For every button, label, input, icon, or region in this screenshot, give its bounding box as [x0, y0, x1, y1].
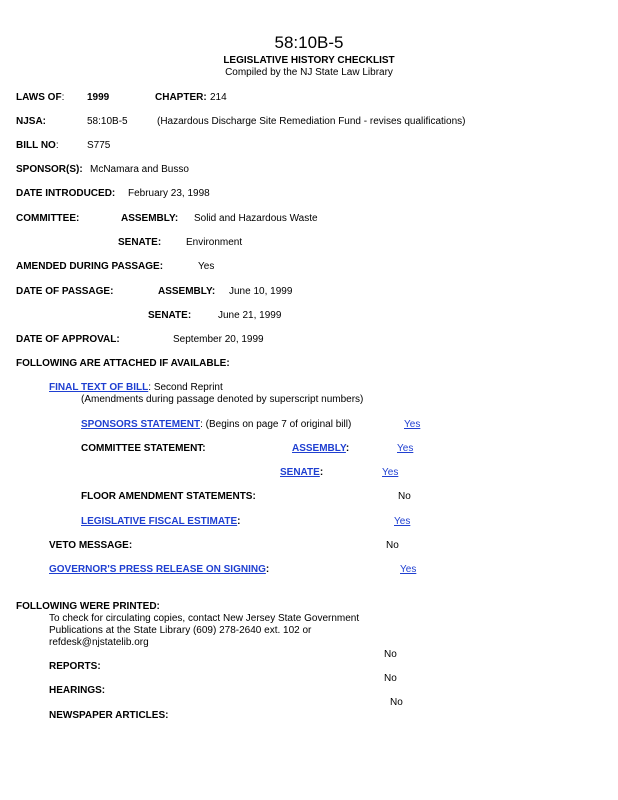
njsa-description: (Hazardous Discharge Site Remediation Fund - revises qualifications) — [157, 116, 466, 127]
fiscal-estimate-colon: : — [237, 516, 241, 527]
newspaper-articles-label: NEWSPAPER ARTICLES: — [49, 710, 169, 721]
bill-no-colon: : — [55, 140, 59, 151]
committee-senate-value: Environment — [186, 237, 243, 248]
committee-assembly-label: ASSEMBLY: — [121, 213, 179, 224]
amended-label: AMENDED DURING PASSAGE: — [16, 261, 164, 272]
compiled-by: Compiled by the NJ State Law Library — [225, 67, 393, 78]
committee-label: COMMITTEE: — [16, 213, 80, 224]
date-introduced-value: February 23, 1998 — [128, 188, 210, 199]
press-release-colon: : — [265, 564, 270, 575]
date-of-approval-label: DATE OF APPROVAL: — [16, 334, 120, 345]
passage-assembly-value: June 10, 1999 — [229, 286, 293, 297]
sponsors-statement-link[interactable]: SPONSORS STATEMENT — [81, 419, 201, 430]
printed-heading: FOLLOWING WERE PRINTED: — [16, 601, 160, 612]
passage-senate-value: June 21, 1999 — [218, 310, 282, 321]
press-release-link[interactable]: GOVERNOR'S PRESS RELEASE ON SIGNING — [49, 564, 266, 575]
floor-amendment-label: FLOOR AMENDMENT STATEMENTS: — [81, 491, 256, 502]
committee-assembly-row — [292, 443, 349, 455]
committee-assembly-colon: : — [345, 443, 350, 454]
njsa-label: NJSA: — [16, 116, 47, 127]
attached-heading: FOLLOWING ARE ATTACHED IF AVAILABLE: — [16, 358, 230, 369]
reports-label: REPORTS: — [49, 661, 101, 672]
laws-of-colon: : — [61, 92, 65, 103]
passage-assembly-label: ASSEMBLY: — [158, 286, 216, 297]
veto-message-label: VETO MESSAGE: — [49, 540, 133, 551]
committee-senate-colon: : — [319, 467, 324, 478]
chapter-label: CHAPTER: — [155, 92, 207, 103]
sponsors-statement-row — [81, 419, 351, 431]
final-text-rest: : Second Reprint — [148, 382, 223, 393]
final-text-link[interactable]: FINAL TEXT OF BILL — [49, 382, 149, 393]
laws-year: 1999 — [87, 92, 110, 103]
laws-of-row — [16, 92, 64, 104]
sponsors-statement-yes-link[interactable]: Yes — [404, 419, 421, 430]
fiscal-estimate-row — [81, 516, 240, 528]
sponsors-value: McNamara and Busso — [90, 164, 189, 175]
press-release-row — [49, 564, 269, 576]
printed-note-line2: Publications at the State Library (609) 278-2640 ext. 102 or — [49, 625, 312, 636]
committee-assembly-yes-link[interactable]: Yes — [397, 443, 414, 454]
date-introduced-label: DATE INTRODUCED: — [16, 188, 116, 199]
press-release-yes-link[interactable]: Yes — [400, 564, 417, 575]
committee-senate-link[interactable]: SENATE — [280, 467, 320, 478]
sponsors-statement-rest: : (Begins on page 7 of original bill) — [200, 419, 352, 430]
date-of-approval-value: September 20, 1999 — [173, 334, 264, 345]
committee-statement-label: COMMITTEE STATEMENT: — [81, 443, 206, 454]
sponsors-label: SPONSOR(S): — [16, 164, 83, 175]
bill-no-label: BILL NO — [16, 140, 56, 151]
veto-message-value: No — [386, 540, 399, 551]
hearings-label: HEARINGS: — [49, 685, 106, 696]
final-text-note: (Amendments during passage denoted by superscript numbers) — [81, 394, 364, 405]
floor-amendment-value: No — [398, 491, 411, 502]
committee-assembly-link[interactable]: ASSEMBLY — [292, 443, 346, 454]
printed-note-line3: refdesk@njstatelib.org — [49, 637, 149, 648]
fiscal-estimate-yes-link[interactable]: Yes — [394, 516, 411, 527]
page-title: 58:10B-5 — [274, 33, 344, 52]
committee-senate-row — [280, 467, 323, 479]
laws-of-label: LAWS OF — [16, 92, 62, 103]
date-of-passage-label: DATE OF PASSAGE: — [16, 286, 114, 297]
committee-senate-label: SENATE: — [118, 237, 162, 248]
newspaper-articles-value: No — [390, 697, 403, 708]
njsa-value: 58:10B-5 — [87, 116, 128, 127]
final-text-row — [49, 382, 223, 394]
chapter-value: 214 — [210, 92, 227, 103]
bill-no-value: S775 — [87, 140, 111, 151]
committee-assembly-value: Solid and Hazardous Waste — [194, 213, 318, 224]
reports-value: No — [384, 649, 397, 660]
fiscal-estimate-link[interactable]: LEGISLATIVE FISCAL ESTIMATE — [81, 516, 238, 527]
bill-no-row — [16, 140, 59, 152]
amended-value: Yes — [198, 261, 215, 272]
passage-senate-label: SENATE: — [148, 310, 192, 321]
checklist-heading: LEGISLATIVE HISTORY CHECKLIST — [223, 55, 395, 66]
printed-note-line1: To check for circulating copies, contact New Jersey State Government — [49, 613, 360, 624]
hearings-value: No — [384, 673, 397, 684]
committee-senate-yes-link[interactable]: Yes — [382, 467, 399, 478]
